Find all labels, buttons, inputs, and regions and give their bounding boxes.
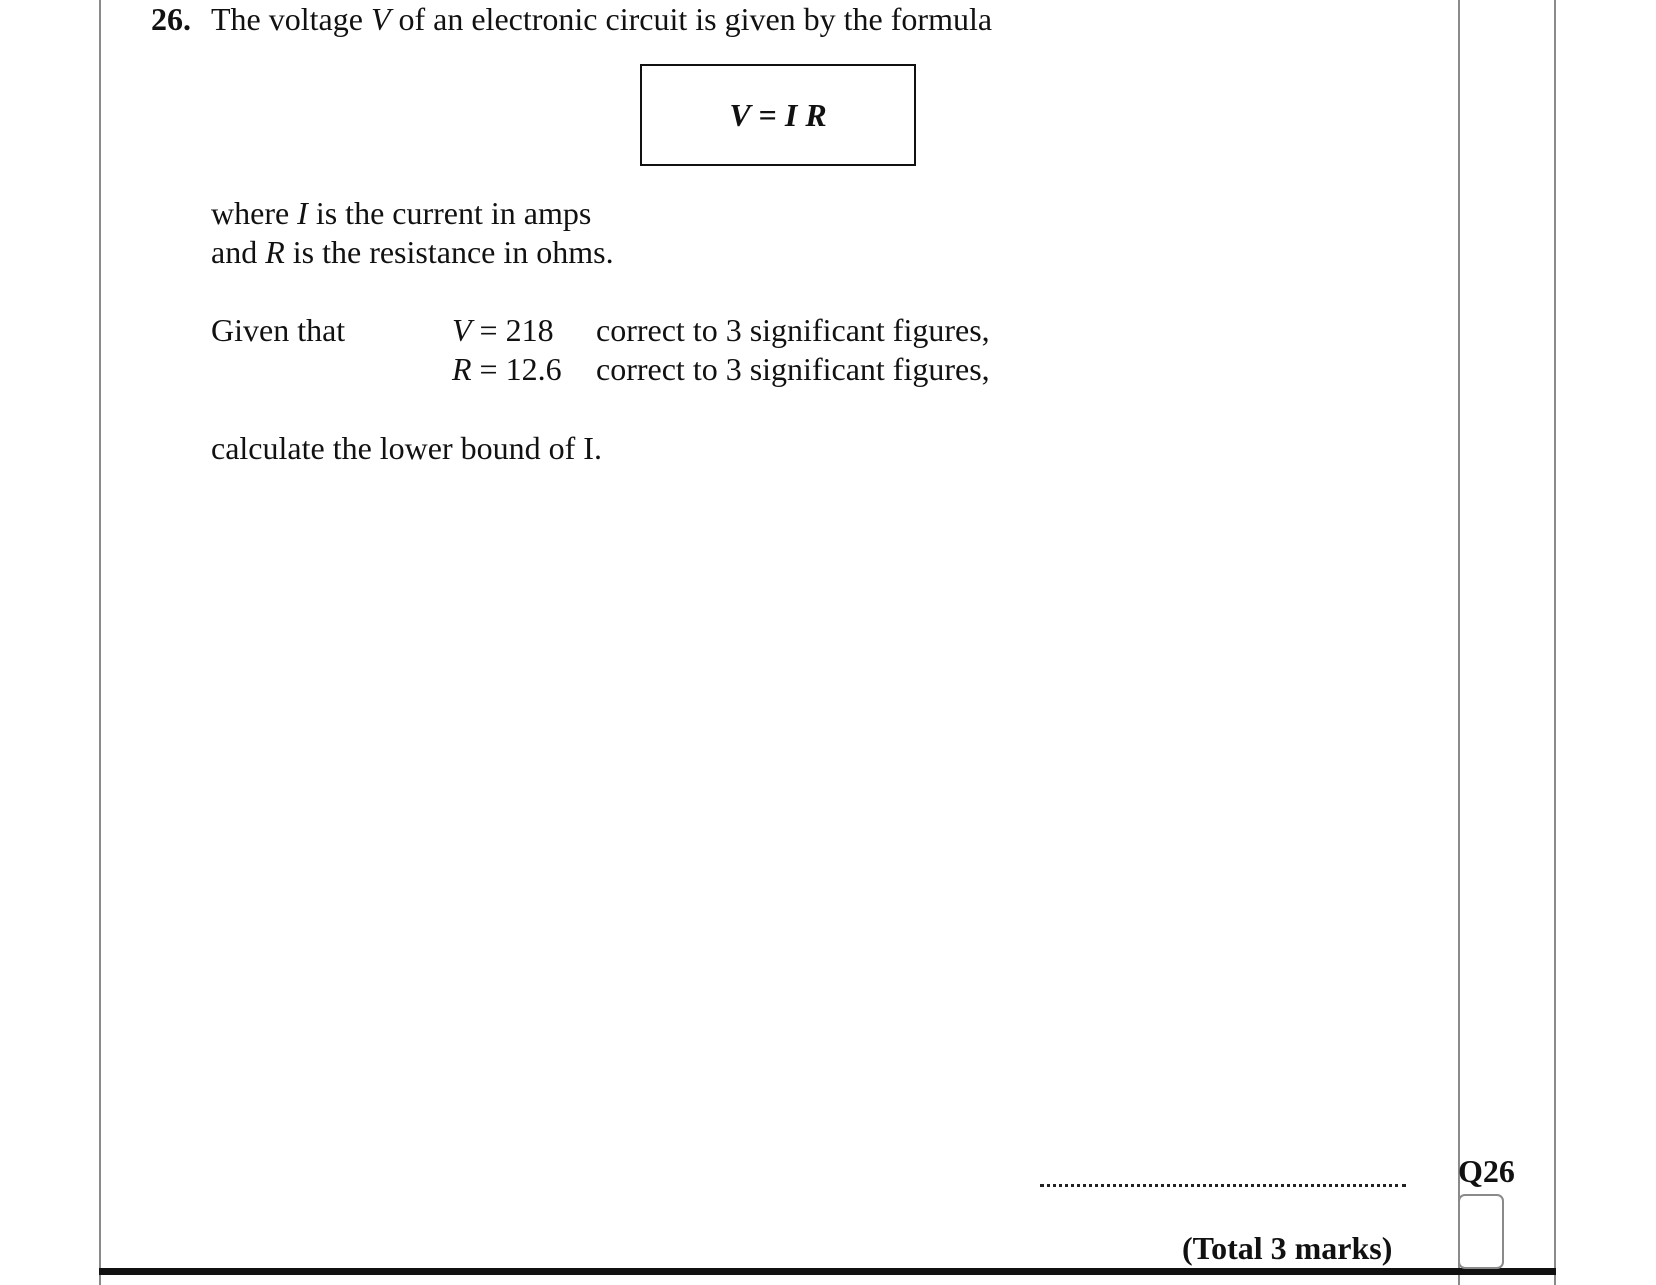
question-number: 26.: [151, 1, 191, 37]
variable-r: R: [265, 234, 285, 270]
given-v-eq: = 218: [471, 312, 554, 348]
right-margin-line: [1458, 0, 1460, 1285]
where-line-resistance: [211, 233, 614, 271]
question-instruction: calculate the lower bound of I.: [211, 430, 602, 466]
left-margin-line: [99, 0, 101, 1285]
given-r-note: correct to 3 significant figures,: [596, 351, 990, 387]
given-r-value: [452, 350, 562, 388]
variable-v: V: [370, 1, 391, 37]
where-line-current: [211, 194, 591, 232]
question-intro: [211, 0, 992, 38]
and-prefix: and: [211, 234, 266, 270]
answer-line[interactable]: [1040, 1184, 1406, 1187]
where-current-text: is the current in amps: [307, 195, 592, 231]
right-margin-line-outer: [1554, 0, 1556, 1285]
given-v-value: [452, 311, 554, 349]
total-marks: (Total 3 marks): [1182, 1230, 1393, 1266]
given-label: Given that: [211, 312, 346, 348]
formula-equals: =: [750, 96, 785, 133]
intro-suffix: of an electronic circuit is given by the formula: [390, 1, 993, 37]
formula-rhs: I R: [784, 96, 827, 133]
marks-box: [1458, 1194, 1504, 1269]
margin-question-label: Q26: [1458, 1153, 1515, 1189]
given-v-var: V: [452, 312, 472, 348]
given-v-note: correct to 3 significant figures,: [596, 312, 990, 348]
formula-lhs: V: [729, 96, 751, 133]
question-bottom-rule: [99, 1268, 1556, 1275]
where-resistance-text: is the resistance in ohms.: [284, 234, 614, 270]
given-r-eq: = 12.6: [471, 351, 562, 387]
given-r-var: R: [452, 351, 472, 387]
formula-box: [640, 64, 916, 166]
where-prefix: where: [211, 195, 298, 231]
variable-i: I: [297, 195, 308, 231]
intro-prefix: The voltage: [211, 1, 371, 37]
